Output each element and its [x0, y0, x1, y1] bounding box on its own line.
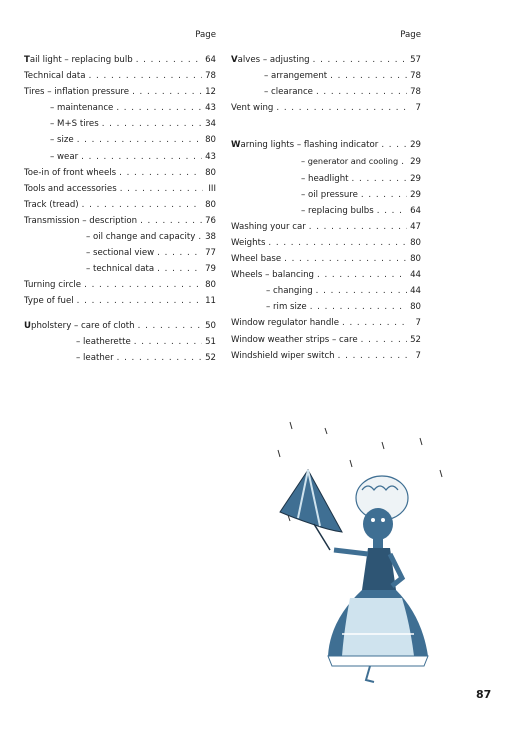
leader-dots: [140, 213, 202, 229]
entry-text: – arrangement: [264, 71, 328, 82]
index-subentry: [24, 334, 216, 350]
lady-figure: [328, 476, 428, 682]
umbrella: [280, 470, 342, 550]
entry-page: 29: [410, 173, 421, 184]
entry-page: 80: [410, 302, 421, 313]
leader-dots: [317, 267, 407, 283]
index-entry: [231, 219, 421, 235]
entry-page: 12: [205, 87, 216, 98]
entry-text: Turning circle: [24, 280, 82, 291]
leader-dots: [313, 52, 407, 68]
entry-page: 64: [410, 205, 421, 216]
index-subentry: [24, 100, 216, 116]
entry-page: III: [208, 183, 216, 194]
entry-text: alves – adjusting: [237, 55, 310, 65]
index-subentry: [24, 132, 216, 148]
section-initial: V: [231, 55, 238, 65]
index-subentry: [231, 187, 421, 203]
leader-dots: [361, 187, 407, 203]
entry-text: – clearance: [264, 87, 313, 98]
entry-text: – maintenance: [50, 103, 114, 114]
leader-dots: [381, 137, 407, 153]
index-entry: [24, 277, 216, 293]
entry-page: 78: [410, 71, 421, 82]
entry-page: 78: [205, 71, 216, 82]
index-entry: [231, 100, 421, 116]
index-entry: [24, 52, 216, 68]
entry-page: 79: [205, 264, 216, 275]
entry-page: 52: [410, 334, 421, 345]
entry-page: 80: [205, 135, 216, 146]
index-entry: [24, 181, 216, 197]
page-column-header: Page: [400, 30, 421, 40]
section-gap: [24, 310, 216, 319]
entry-text: Window regulator handle: [231, 318, 339, 329]
entry-text: – changing: [266, 286, 313, 297]
leader-dots: [352, 171, 408, 187]
index-entry: [24, 213, 216, 229]
leader-dots: [276, 100, 408, 116]
index-subentry: [231, 153, 421, 170]
index-entry: [231, 267, 421, 283]
entry-text: – leather: [76, 353, 114, 364]
lady-with-umbrella-illustration: [270, 420, 450, 690]
entry-page: 34: [205, 119, 216, 130]
leader-dots: [120, 181, 203, 197]
leader-dots: [284, 251, 407, 267]
leader-dots: [157, 261, 202, 277]
entry-text: Vent wing: [231, 103, 274, 114]
entry-text: Weights: [231, 237, 266, 248]
page-column-header: Page: [195, 30, 216, 40]
entry-text: – technical data: [86, 264, 155, 275]
entry-page: 38: [205, 232, 216, 243]
entry-page: 80: [410, 237, 421, 248]
entry-page: 80: [205, 280, 216, 291]
section-initial: U: [24, 321, 31, 331]
entry-text: – rim size: [266, 302, 307, 313]
index-entry: [24, 293, 216, 309]
leader-dots: [330, 68, 407, 84]
index-subentry: [231, 299, 421, 315]
entry-text: Toe-in of front wheels: [24, 167, 117, 178]
entry-page: 50: [205, 321, 216, 331]
leader-dots: [361, 332, 407, 348]
entry-page: 44: [410, 270, 421, 281]
leader-dots: [338, 348, 408, 364]
entry-page: 7: [415, 350, 421, 361]
leader-dots: [119, 165, 202, 181]
entry-page: 52: [205, 353, 216, 364]
leader-dots: [157, 245, 202, 261]
entry-text: – M+S tires: [50, 119, 99, 130]
index-subentry: [231, 68, 421, 84]
leader-dots: [89, 68, 203, 84]
entry-page: 7: [415, 318, 421, 329]
entry-text: – wear: [50, 151, 79, 162]
section-initial: T: [24, 55, 30, 65]
leader-dots: [116, 100, 202, 116]
entry-page: 29: [410, 140, 421, 151]
leader-dots: [82, 197, 202, 213]
index-subentry: [24, 261, 216, 277]
section-gap: [231, 116, 421, 137]
entry-page: 29: [410, 157, 421, 168]
entry-text: – oil change and capacity: [86, 232, 196, 243]
index-subentry: [24, 245, 216, 261]
leader-dots: [310, 299, 407, 315]
leader-dots: [117, 350, 202, 366]
index-subentry: [231, 283, 421, 299]
entry-text: Track (tread): [24, 199, 79, 210]
index-column-left: [24, 30, 216, 366]
leader-dots: [134, 334, 202, 350]
leader-dots: [138, 318, 202, 334]
entry-page: 80: [205, 167, 216, 178]
entry-text: – generator and cooling: [301, 156, 399, 167]
leader-dots: [136, 52, 202, 68]
entry-page: 80: [205, 199, 216, 210]
leader-dots: [132, 84, 202, 100]
entry-text: Transmission – description: [24, 215, 138, 226]
section-initial: W: [231, 140, 241, 151]
leader-dots: [309, 219, 407, 235]
entry-page: 77: [205, 248, 216, 259]
entry-text: Window weather strips – care: [231, 334, 358, 345]
entry-page: 76: [205, 215, 216, 226]
leader-dots: [268, 235, 407, 251]
index-entry: [231, 315, 421, 331]
leader-dots: [198, 229, 202, 245]
entry-text: – leatherette: [76, 337, 131, 348]
entry-text: Windshield wiper switch: [231, 350, 335, 361]
entry-page: 57: [410, 55, 421, 65]
entry-page: 44: [410, 286, 421, 297]
entry-page: 80: [410, 254, 421, 265]
entry-page: 47: [410, 221, 421, 232]
entry-text: – replacing bulbs: [301, 205, 374, 216]
entry-page: 78: [410, 87, 421, 98]
leader-dots: [84, 277, 202, 293]
entry-page: 43: [205, 151, 216, 162]
entry-page: 64: [205, 55, 216, 65]
leader-dots: [316, 283, 407, 299]
index-column-right: [231, 30, 421, 364]
index-subentry: [231, 84, 421, 100]
entry-text: Tires – inflation pressure: [24, 87, 130, 98]
index-entry: [231, 332, 421, 348]
leader-dots: [377, 203, 407, 219]
entry-text: Tools and accessories: [24, 183, 117, 194]
index-entry: [231, 235, 421, 251]
entry-page: 29: [410, 189, 421, 200]
index-subentry: [24, 350, 216, 366]
index-entry: [231, 52, 421, 68]
leader-dots: [316, 84, 407, 100]
entry-text: Wheel base: [231, 254, 282, 265]
index-entry: [24, 84, 216, 100]
entry-text: ail light – replacing bulb: [29, 55, 133, 65]
leader-dots: [77, 293, 202, 309]
index-entry: [231, 137, 421, 153]
entry-page: 11: [205, 296, 216, 307]
index-subentry: [231, 171, 421, 187]
index-subentry: [24, 116, 216, 132]
entry-text: – size: [50, 135, 74, 146]
page-number: 87: [476, 688, 492, 701]
entry-text: Type of fuel: [24, 296, 74, 307]
index-subentry: [231, 203, 421, 219]
entry-page: 7: [415, 103, 421, 114]
entry-page: 43: [205, 103, 216, 114]
leader-dots: [342, 315, 408, 331]
entry-text: pholstery – care of cloth: [30, 321, 135, 331]
index-entry: [231, 348, 421, 364]
index-entry: [24, 68, 216, 84]
entry-text: Technical data: [24, 71, 86, 82]
index-entry: [24, 197, 216, 213]
index-entry: [24, 318, 216, 334]
entry-text: Wheels – balancing: [231, 270, 314, 281]
leader-dots: [401, 154, 407, 170]
index-subentry: [24, 229, 216, 245]
index-subentry: [24, 149, 216, 165]
leader-dots: [81, 149, 202, 165]
index-entry: [231, 251, 421, 267]
entry-text: arning lights – flashing indicator: [240, 140, 379, 151]
entry-page: 51: [205, 337, 216, 348]
leader-dots: [102, 116, 202, 132]
entry-text: – oil pressure: [301, 189, 358, 200]
entry-text: – headlight: [301, 173, 349, 184]
index-entry: [24, 165, 216, 181]
entry-text: Washing your car: [231, 221, 306, 232]
entry-text: – sectional view: [86, 248, 155, 259]
leader-dots: [77, 132, 202, 148]
